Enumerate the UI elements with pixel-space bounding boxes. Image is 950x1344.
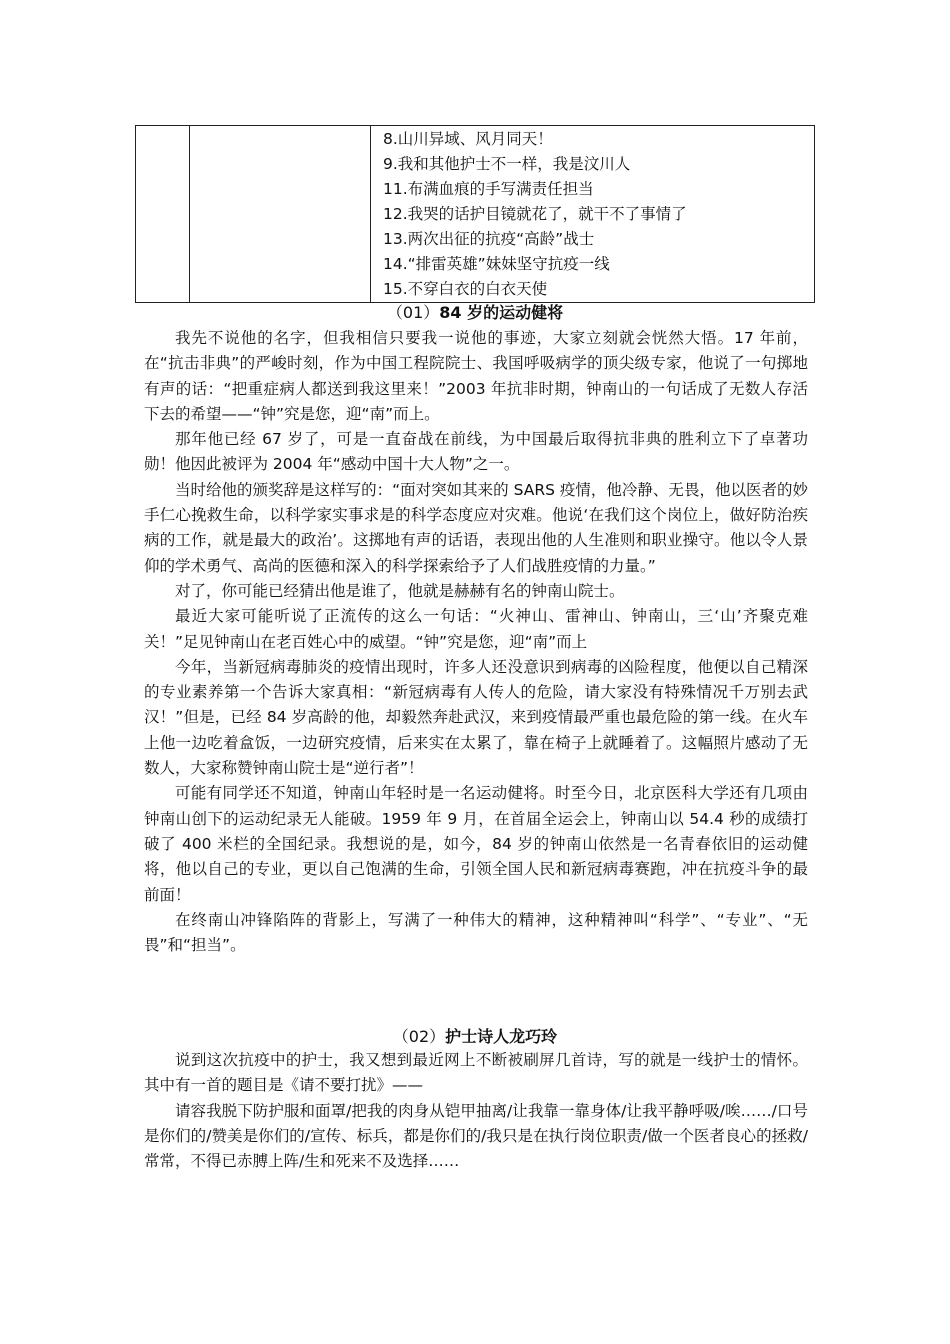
list-item: 12.我哭的话护目镜就花了，就干不了事情了 (383, 205, 687, 223)
paragraph: 那年他已经 67 岁了，可是一直奋战在前线，为中国最后取得抗非典的胜利立下了卓著功勋！他因此被评为 2004 年“感动中国十大人物”之一。 (144, 430, 808, 474)
story-list-cell (371, 126, 815, 303)
section-1-title: 84 岁的运动健将 (439, 303, 564, 322)
paragraph: 说到这次抗疫中的护士，我又想到最近网上不断被刷屏几首诗，写的就是一线护士的情怀。其中有一首的题目是《请不要打扰》—— (144, 1051, 808, 1095)
paragraph: 对了，你可能已经猜出他是谁了，他就是赫赫有名的钟南山院士。 (175, 581, 625, 600)
section-1-body (144, 326, 808, 958)
paragraph: 在终南山冲锋陷阵的背影上，写满了一种伟大的精神，这种精神叫“科学”、“专业”、“无畏”和“担当”。 (144, 910, 808, 955)
list-item: 9.我和其他护士不一样，我是汶川人 (383, 155, 631, 173)
section-1-number: （01） (386, 303, 440, 322)
table-cell-empty-1 (136, 126, 190, 303)
paragraph: 我先不说他的名字，但我相信只要我一说他的事迹，大家立刻就会恍然大悟。17 年前，在“抗击非典”的严峻时刻，作为中国工程院院士、我国呼吸病学的顶尖级专家，他说了一句掷地有声的话：“把重症病人都送到我这里来！”2003 年抗非时期，钟南山的一句话成了无数人存活下去的希望——“钟”究是您，迎“南”而上。 (144, 329, 808, 423)
list-item: 11.布满血痕的手写满责任担当 (383, 180, 594, 198)
section-2-title: 护士诗人龙巧玲 (445, 1027, 558, 1046)
paragraph: 最近大家可能听说了正流传的这么一句话：“火神山、雷神山、钟南山，三‘山’齐聚克难关！”足见钟南山在老百姓心中的威望。“钟”究是您，迎“南”而上 (144, 607, 808, 651)
paragraph: 请容我脱下防护服和面罩/把我的肉身从铠甲抽离/让我靠一靠身体/让我平静呼吸/唉……/口号是你们的/赞美是你们的/宣传、标兵，都是你们的/我只是在执行岗位职责/做一个医者良心的拯救/常常，不得已赤膊上阵/生和死来不及选择…… (144, 1101, 808, 1171)
list-item: 13.两次出征的抗疫“高龄”战士 (383, 230, 595, 248)
list-item: 14.“排雷英雄”妹妹坚守抗疫一线 (383, 255, 610, 273)
paragraph: 可能有同学还不知道，钟南山年轻时是一名运动健将。时至今日，北京医科大学还有几项由钟南山创下的运动纪录无人能破。1959 年 9 月，在首届全运会上，钟南山以 54.4 秒的成绩打破了 400 米栏的全国纪录。我想说的是，如今，84 岁的钟南山依然是一名青春依旧的运动健将，他以自己的专业，更以自己饱满的生命，引领全国人民和新冠病毒赛跑，冲在抗疫斗争的最前面！ (144, 784, 808, 904)
section-2-heading (0, 1024, 950, 1050)
story-list-table (135, 125, 815, 303)
paragraph: 当时给他的颁奖辞是这样写的：“面对突如其来的 SARS 疫情，他冷静、无畏，他以医者的妙手仁心挽救生命，以科学家实事求是的科学态度应对灾难。他说‘在我们这个岗位上，做好防治疾病的工作，就是最大的政治’。这掷地有声的话语，表现出他的人生准则和职业操守。他以令人景仰的学术勇气、高尚的医德和深入的科学探索给予了人们战胜疫情的力量。” (144, 480, 808, 575)
section-2-body (144, 1048, 808, 1174)
list-item: 15.不穿白衣的白衣天使 (383, 280, 548, 298)
table-cell-empty-2 (190, 126, 371, 303)
paragraph: 今年，当新冠病毒肺炎的疫情出现时，许多人还没意识到病毒的凶险程度，他便以自己精深的专业素养第一个告诉大家真相：“新冠病毒有人传人的危险，请大家没有特殊情况千万别去武汉！”但是，已经 84 岁高龄的他，却毅然奔赴武汉，来到疫情最严重也最危险的第一线。在火车上他一边吃着盒饭，一边研究疫情，后来实在太累了，靠在椅子上就睡着了。这幅照片感动了无数人，大家称赞钟南山院士是“逆行者”！ (144, 657, 808, 778)
section-1-heading (0, 300, 950, 326)
list-item: 8.山川异域、风月同天！ (383, 130, 553, 148)
section-2-number: （02） (392, 1027, 446, 1046)
